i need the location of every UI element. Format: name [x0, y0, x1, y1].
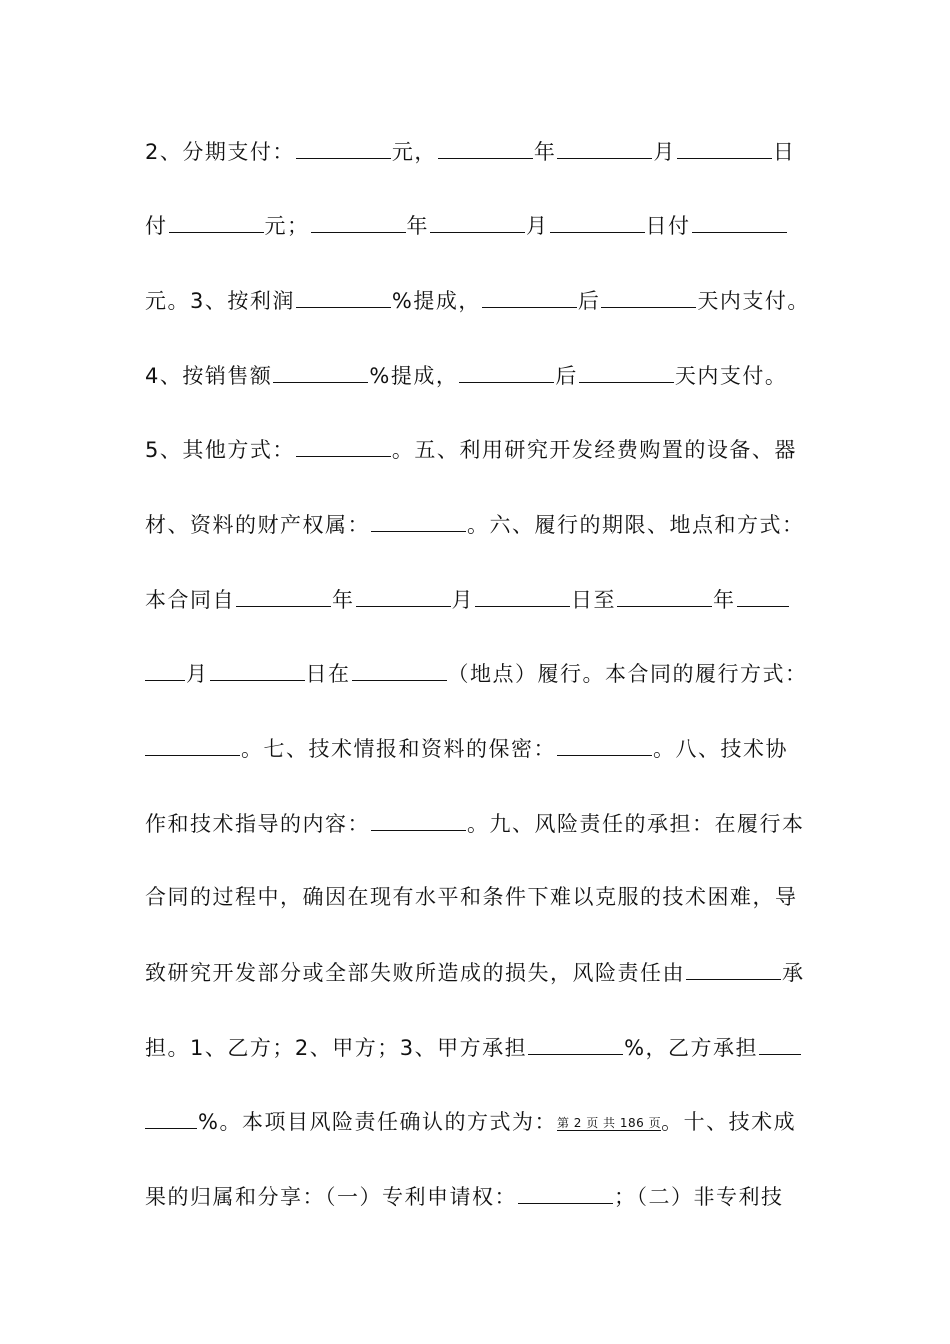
text-segment: 天内支付。: [674, 364, 788, 388]
text-line-7: [145, 584, 835, 615]
text-segment: 日在: [305, 662, 351, 686]
text-segment: 月: [186, 662, 209, 686]
text-segment: ；（二）非专利技: [614, 1185, 784, 1209]
text-segment: 年: [406, 214, 429, 238]
text-segment: 承: [782, 961, 805, 985]
text-segment: 元。3、按利润: [145, 289, 295, 313]
text-segment: %。本项目风险责任确认的方式为：: [198, 1110, 557, 1134]
fill-blank: [296, 285, 391, 308]
text-segment: 4、按销售额: [145, 364, 273, 388]
fill-blank: [356, 584, 451, 607]
fill-blank: [296, 434, 391, 457]
fill-blank: [601, 285, 696, 308]
text-line-8: [145, 658, 835, 689]
text-segment: %，乙方承担: [624, 1036, 759, 1060]
fill-blank: [550, 210, 645, 233]
text-segment: 2、分期支付：: [145, 140, 295, 164]
fill-blank: [145, 1106, 197, 1129]
fill-blank: [236, 584, 331, 607]
text-segment: 月: [526, 214, 549, 238]
fill-blank: [482, 285, 577, 308]
fill-blank: [692, 210, 787, 233]
text-segment: 。十、技术成: [661, 1110, 797, 1134]
fill-blank: [311, 210, 406, 233]
text-segment: （地点）履行。本合同的履行方式：: [447, 662, 808, 686]
text-segment: 5、其他方式：: [145, 438, 295, 462]
text-segment: 天内支付。: [697, 289, 810, 313]
text-line-3: [145, 285, 835, 316]
text-segment: 果的归属和分享：（一）专利申请权：: [145, 1185, 517, 1209]
text-line-15: [145, 1181, 835, 1212]
text-line-6: [145, 509, 835, 540]
text-segment: 月: [451, 588, 474, 612]
text-line-13: [145, 1032, 835, 1063]
fill-blank: [169, 210, 264, 233]
fill-blank: [438, 136, 533, 159]
fill-blank: [371, 808, 466, 831]
text-segment: 。六、履行的期限、地点和方式：: [467, 513, 805, 537]
fill-blank: [296, 136, 391, 159]
text-segment: 。八、技术协: [653, 737, 788, 761]
text-segment: 日: [772, 140, 796, 164]
text-segment: 日至: [571, 588, 616, 612]
fill-blank: [352, 658, 447, 681]
text-line-11: [145, 882, 835, 912]
text-segment: 年: [533, 140, 557, 164]
fill-blank: [210, 658, 305, 681]
fill-blank: [677, 136, 772, 159]
text-line-10: [145, 808, 835, 839]
text-segment: 月: [653, 140, 676, 164]
fill-blank: [528, 1032, 623, 1055]
text-line-12: [145, 957, 835, 988]
text-segment: 担。1、乙方；2、甲方；3、甲方承担: [145, 1036, 528, 1060]
text-segment: 付: [145, 214, 168, 238]
fill-blank: [371, 509, 466, 532]
text-line-5: [145, 434, 835, 465]
text-segment: %提成，: [369, 364, 459, 388]
text-line-14: [145, 1106, 835, 1137]
text-segment: 。九、风险责任的承担：在履行本: [467, 812, 805, 836]
text-segment: 元；: [264, 214, 310, 238]
fill-blank: [579, 360, 674, 383]
fill-blank: [273, 360, 368, 383]
page-footer: 第 2 页 共 186 页: [556, 1116, 662, 1130]
text-line-2: [145, 210, 835, 241]
text-segment: 。七、技术情报和资料的保密：: [241, 737, 556, 761]
fill-blank: [145, 658, 185, 681]
text-line-4: [145, 360, 835, 391]
text-segment: 元，: [391, 140, 437, 164]
text-segment: 。五、利用研究开发经费购置的设备、器: [391, 438, 797, 462]
text-segment: 后: [555, 364, 578, 388]
text-segment: 日付: [645, 214, 691, 238]
text-segment: 年: [713, 588, 736, 612]
fill-blank: [686, 957, 781, 980]
text-segment: 本合同自: [145, 588, 235, 612]
fill-blank: [557, 733, 652, 756]
text-line-1: [145, 136, 835, 167]
text-segment: 合同的过程中，确因在现有水平和条件下难以克服的技术困难，导: [145, 885, 798, 909]
text-segment: 作和技术指导的内容：: [145, 812, 370, 836]
text-segment: 年: [332, 588, 355, 612]
fill-blank: [737, 584, 789, 607]
text-segment: 致研究开发部分或全部失败所造成的损失，风险责任由: [145, 961, 685, 985]
text-line-9: [145, 733, 835, 764]
fill-blank: [557, 136, 652, 159]
fill-blank: [145, 733, 240, 756]
fill-blank: [475, 584, 570, 607]
fill-blank: [617, 584, 712, 607]
text-segment: %提成，: [391, 289, 481, 313]
fill-blank: [759, 1032, 801, 1055]
text-segment: 后: [577, 289, 601, 313]
fill-blank: [430, 210, 525, 233]
fill-blank: [518, 1181, 613, 1204]
fill-blank: [459, 360, 554, 383]
text-segment: 材、资料的财产权属：: [145, 513, 370, 537]
